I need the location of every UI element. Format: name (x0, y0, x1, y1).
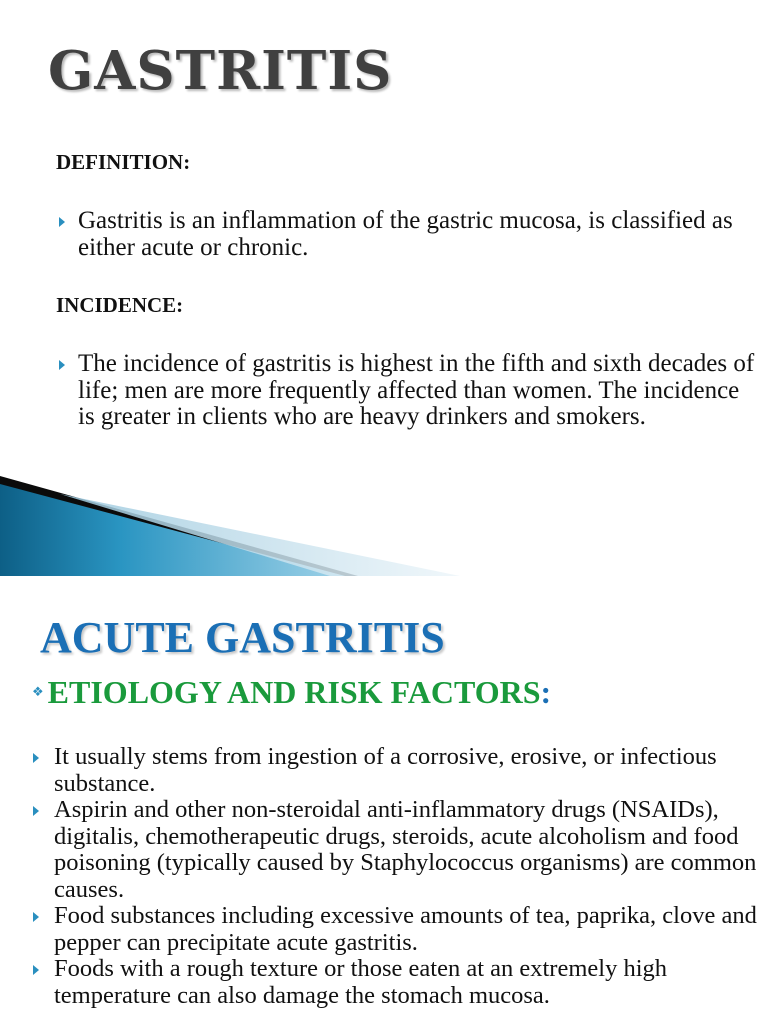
diamond-bullet-icon: ❖ (32, 685, 44, 700)
list-item (30, 903, 760, 956)
triangle-bullet-icon (33, 753, 39, 763)
list-item (30, 956, 760, 1009)
etiology-list (30, 744, 760, 1009)
bullet-text: Gastritis is an inflammation of the gastric mucosa, is classified as either acute or chronic. (78, 207, 733, 261)
triangle-bullet-icon (33, 806, 39, 816)
triangle-bullet-icon (33, 965, 39, 975)
slide-title: GASTRITIS (48, 40, 393, 102)
list-item (56, 208, 756, 261)
slide-title: ACUTE GASTRITIS (40, 613, 445, 662)
list-item (30, 744, 760, 797)
definition-list (56, 208, 756, 261)
bullet-text: Aspirin and other non-steroidal anti-inflammatory drugs (NSAIDs), digitalis, chemotherapeutic drugs, steroids, acute alcoholism and food poisoning (typically caused by Staphylococcus organisms) are common causes. (54, 796, 757, 903)
triangle-bullet-icon (33, 912, 39, 922)
list-item (30, 797, 760, 903)
definition-label: DEFINITION: (56, 150, 191, 174)
subheading-text: ETIOLOGY AND RISK FACTORS (47, 674, 541, 710)
bullet-text: Food substances including excessive amounts of tea, paprika, clove and pepper can precipitate acute gastritis. (54, 902, 757, 956)
slide-acute-gastritis (0, 576, 768, 1024)
triangle-bullet-icon (59, 360, 65, 370)
incidence-label: INCIDENCE: (56, 293, 184, 317)
bullet-text: The incidence of gastritis is highest in the fifth and sixth decades of life; men are more frequently affected than women. The incidence is greater in clients who are heavy drinkers and smokers. (78, 350, 755, 430)
bullet-text: Foods with a rough texture or those eaten at an extremely high temperature can also damage the stomach mucosa. (54, 955, 668, 1009)
subheading (32, 674, 551, 711)
bullet-text: It usually stems from ingestion of a corrosive, erosive, or infectious substance. (54, 743, 717, 797)
subheading-colon: : (540, 674, 552, 710)
triangle-bullet-icon (59, 217, 65, 227)
list-item (56, 351, 756, 431)
incidence-list (56, 351, 756, 431)
decorative-swoosh (0, 476, 460, 576)
